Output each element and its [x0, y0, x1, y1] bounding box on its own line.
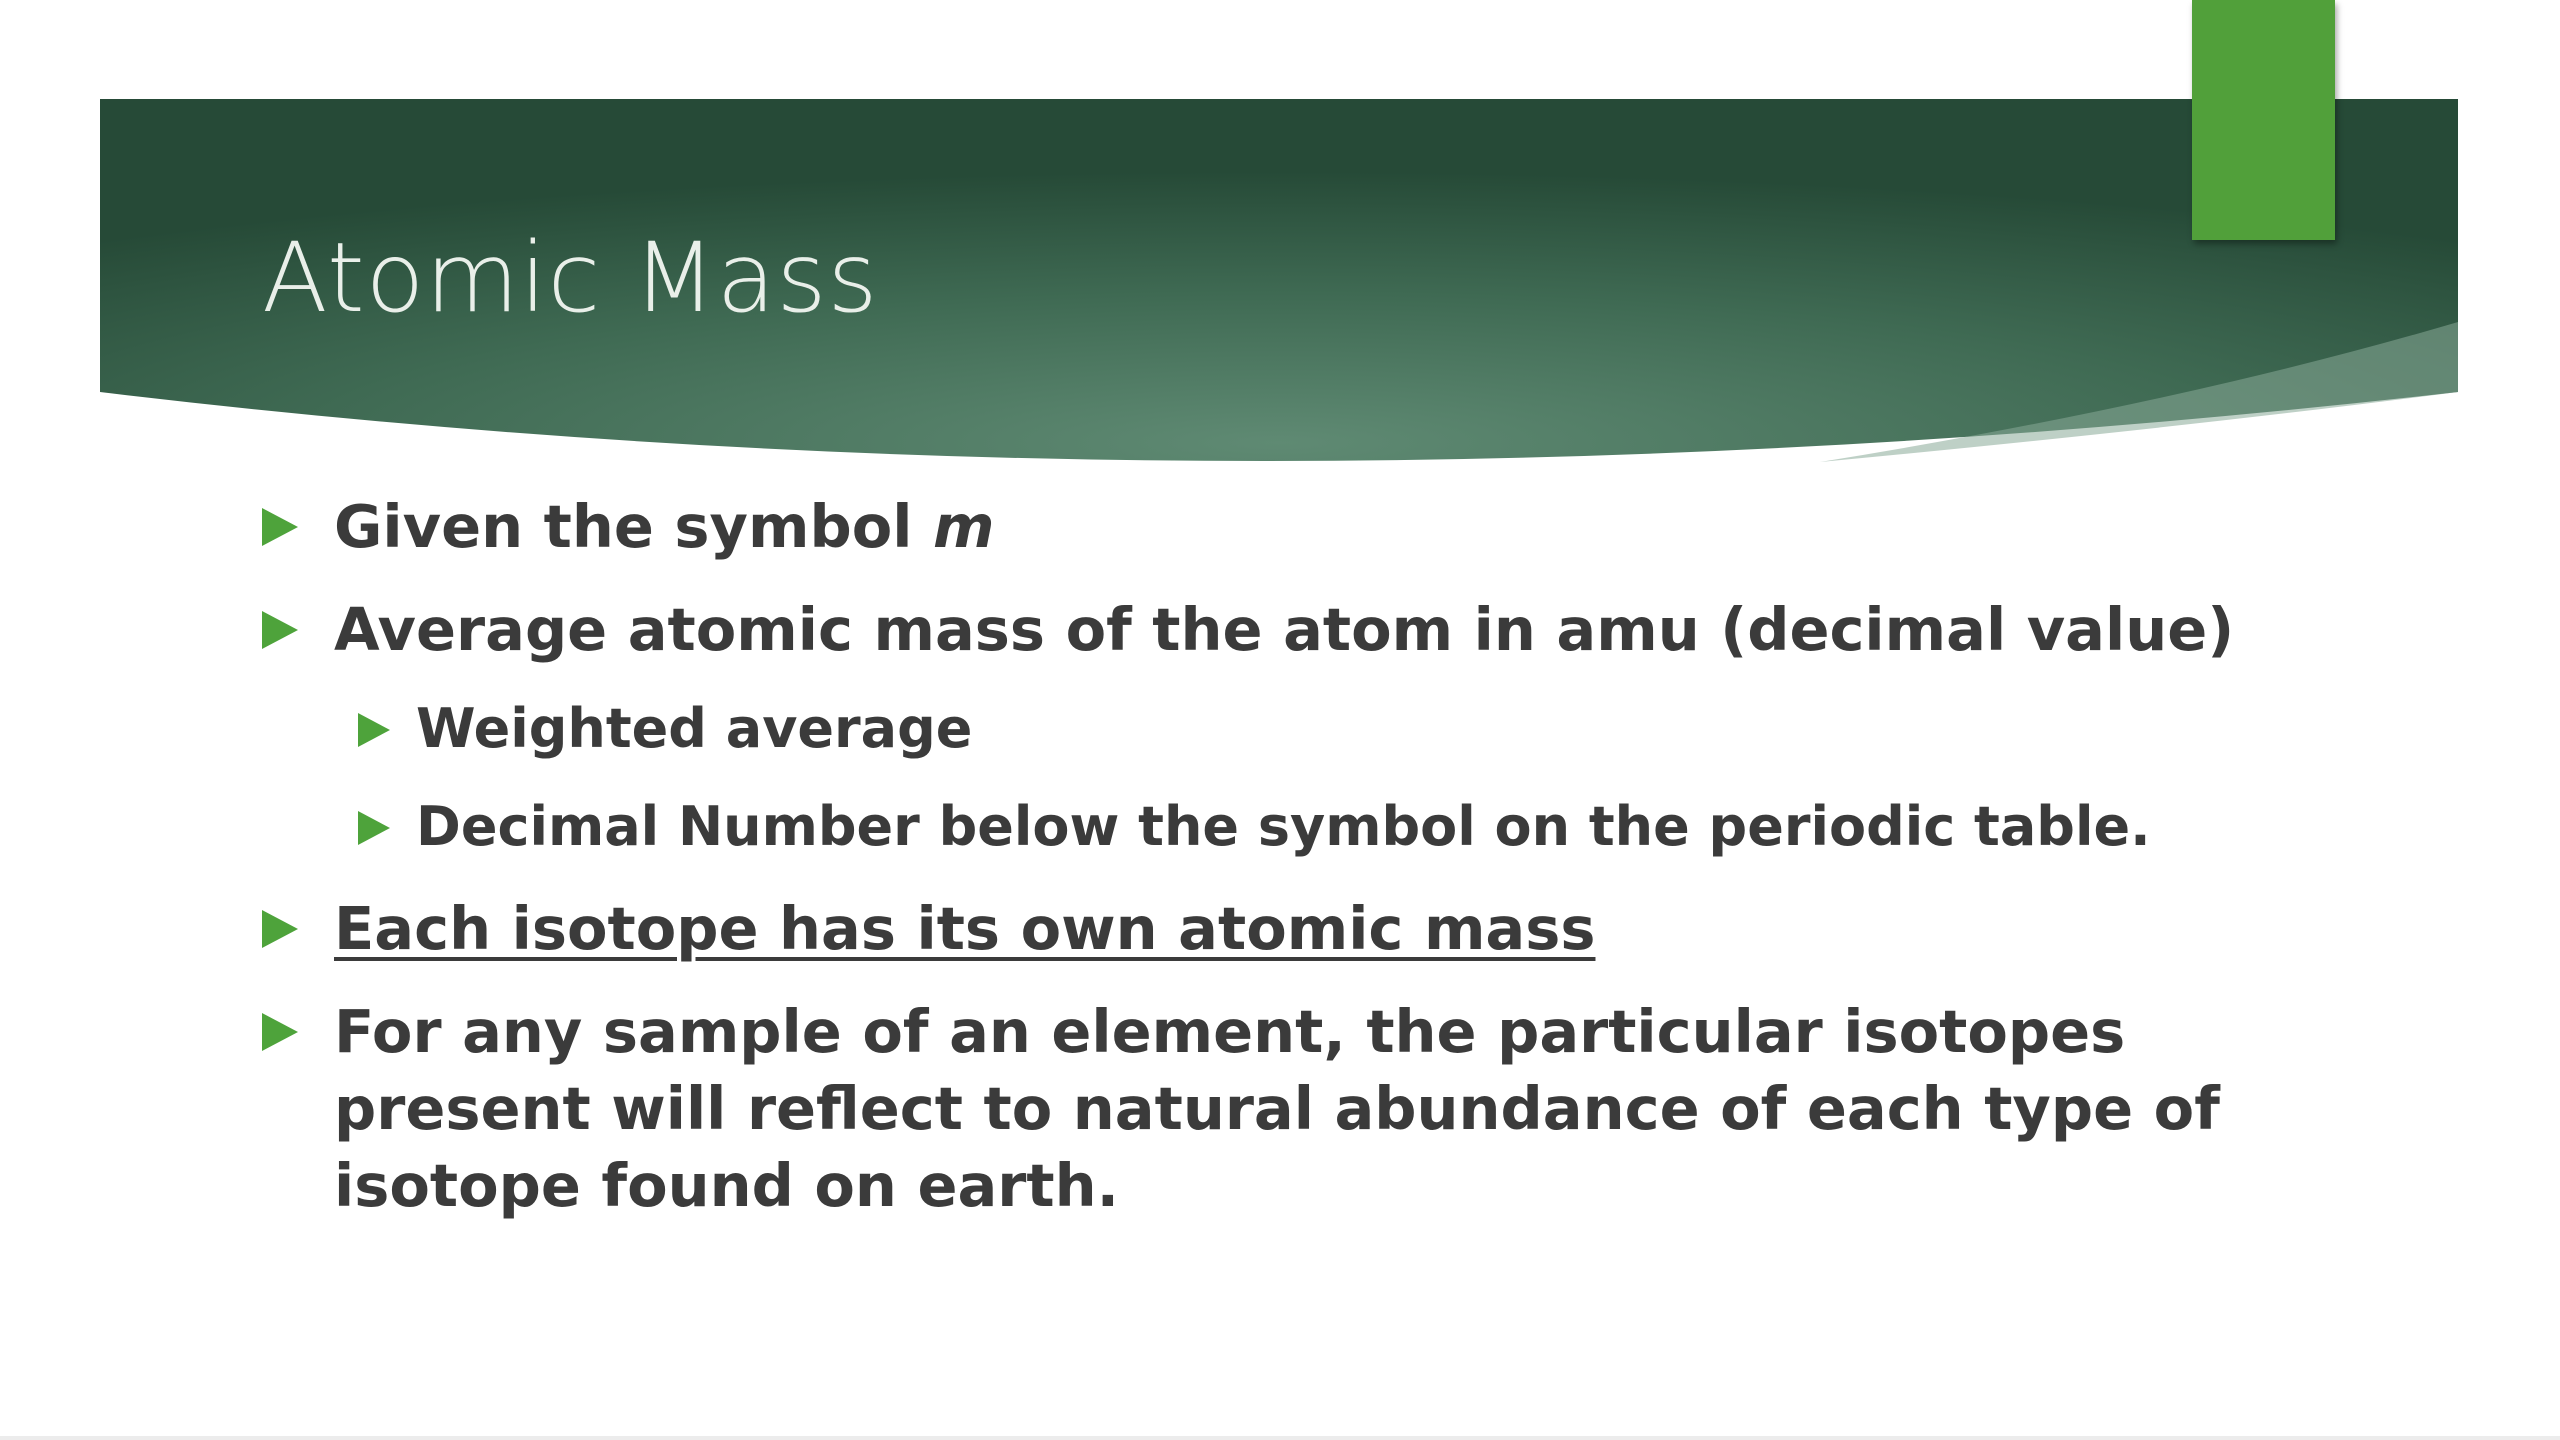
sub-bullet-text: Weighted average — [416, 697, 973, 760]
sub-bullet-text: Decimal Number below the symbol on the periodic table. — [416, 795, 2151, 858]
bullet-text: Given the symbol m — [334, 492, 995, 561]
symbol-m: m — [933, 492, 995, 561]
bullet-item — [262, 890, 2302, 967]
bullet-text: Each isotope has its own atomic mass — [334, 894, 1596, 963]
bullet-arrow-icon — [262, 1013, 298, 1051]
accent-tab — [2192, 0, 2335, 240]
bullet-text: Average atomic mass of the atom in amu (decimal value) — [334, 595, 2235, 664]
bottom-divider — [0, 1436, 2560, 1440]
bullet-arrow-icon — [358, 713, 390, 747]
bullet-text: For any sample of an element, the particular isotopes present will reflect to natural abundance of each type of isotope found on earth. — [334, 997, 2220, 1220]
bullet-item — [262, 591, 2302, 668]
slide-title: Atomic Mass — [262, 222, 879, 334]
sub-bullet-item — [358, 694, 2302, 764]
bullet-arrow-icon — [262, 910, 298, 948]
bullet-arrow-icon — [262, 508, 298, 546]
bullet-arrow-icon — [358, 811, 390, 845]
sub-bullet-item — [358, 792, 2302, 862]
bullet-arrow-icon — [262, 611, 298, 649]
bullet-list — [262, 488, 2302, 1250]
bullet-item — [262, 488, 2302, 565]
bullet-item — [262, 993, 2302, 1224]
